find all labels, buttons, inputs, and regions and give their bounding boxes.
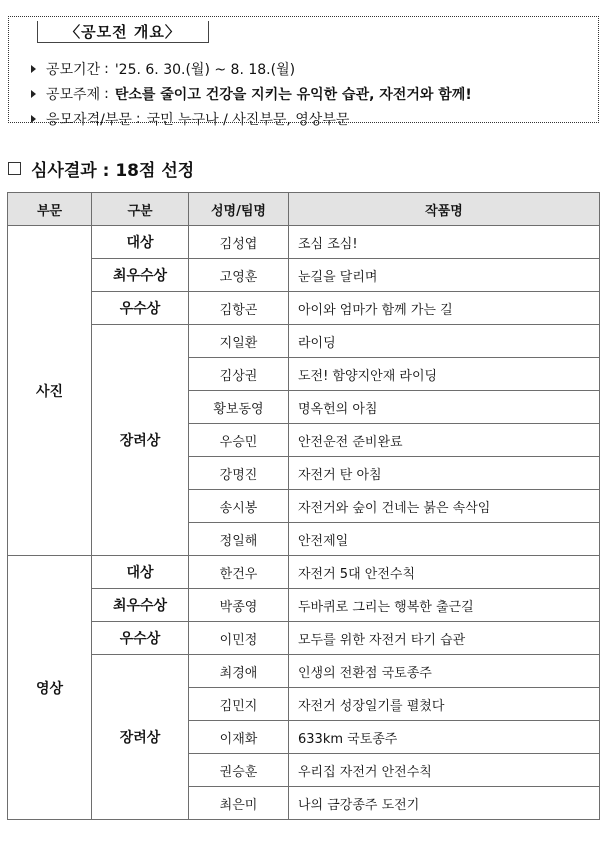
work-cell: 자전거 성장일기를 펼쳤다 xyxy=(289,688,600,721)
work-cell: 나의 금강종주 도전기 xyxy=(289,787,600,820)
overview-value: '25. 6. 30.(월) ~ 8. 18.(월) xyxy=(114,61,296,78)
overview-separator: : xyxy=(135,110,141,127)
overview-value: 탄소를 줄이고 건강을 지키는 유익한 습관, 자전거와 함께! xyxy=(114,86,472,103)
award-cell: 우수상 xyxy=(92,622,189,655)
work-cell: 아이와 엄마가 함께 가는 길 xyxy=(289,292,600,325)
triangle-bullet-icon xyxy=(31,65,36,73)
table-row xyxy=(8,622,600,655)
overview-value: 국민 누구나 / 사진부문, 영상부문 xyxy=(146,111,350,128)
table-row xyxy=(8,556,600,589)
checkbox-icon xyxy=(8,162,21,175)
award-cell: 대상 xyxy=(92,226,189,259)
overview-title: 〈공모전 개요〉 xyxy=(37,21,209,43)
work-cell: 자전거 탄 아침 xyxy=(289,457,600,490)
name-cell: 한건우 xyxy=(189,556,289,589)
name-cell: 최은미 xyxy=(189,787,289,820)
dept-cell-video: 영상 xyxy=(8,556,92,820)
name-cell: 황보동영 xyxy=(189,391,289,424)
overview-item-eligibility xyxy=(31,106,472,131)
work-cell: 도전! 함양지안재 라이딩 xyxy=(289,358,600,391)
name-cell: 정일해 xyxy=(189,523,289,556)
name-cell: 김성엽 xyxy=(189,226,289,259)
work-cell: 안전제일 xyxy=(289,523,600,556)
table-row xyxy=(8,325,600,358)
name-cell: 이민정 xyxy=(189,622,289,655)
work-cell: 우리집 자전거 안전수칙 xyxy=(289,754,600,787)
overview-label: 공모기간 xyxy=(46,61,101,78)
overview-label: 응모자격/부문 xyxy=(46,111,132,128)
name-cell: 권승훈 xyxy=(189,754,289,787)
name-cell: 최경애 xyxy=(189,655,289,688)
name-cell: 송시봉 xyxy=(189,490,289,523)
award-cell: 최우수상 xyxy=(92,259,189,292)
triangle-bullet-icon xyxy=(31,115,36,123)
work-cell: 자전거 5대 안전수칙 xyxy=(289,556,600,589)
award-cell: 우수상 xyxy=(92,292,189,325)
work-cell: 안전운전 준비완료 xyxy=(289,424,600,457)
name-cell: 박종영 xyxy=(189,589,289,622)
award-cell: 최우수상 xyxy=(92,589,189,622)
name-cell: 김항곤 xyxy=(189,292,289,325)
work-cell: 자전거와 숲이 건네는 붉은 속삭임 xyxy=(289,490,600,523)
triangle-bullet-icon xyxy=(31,90,36,98)
overview-separator: : xyxy=(104,60,109,77)
overview-list xyxy=(31,56,472,131)
table-row xyxy=(8,226,600,259)
section-heading xyxy=(8,155,194,181)
name-cell: 김상권 xyxy=(189,358,289,391)
name-cell: 강명진 xyxy=(189,457,289,490)
header-dept: 부문 xyxy=(8,193,92,226)
dept-cell-photo: 사진 xyxy=(8,226,92,556)
work-cell: 인생의 전환점 국토종주 xyxy=(289,655,600,688)
overview-item-period xyxy=(31,56,472,81)
overview-item-theme xyxy=(31,81,472,106)
name-cell: 우승민 xyxy=(189,424,289,457)
name-cell: 김민지 xyxy=(189,688,289,721)
work-cell: 두바퀴로 그리는 행복한 출근길 xyxy=(289,589,600,622)
name-cell: 이재화 xyxy=(189,721,289,754)
overview-label: 공모주제 xyxy=(46,86,101,103)
table-row xyxy=(8,259,600,292)
results-table xyxy=(7,192,600,820)
award-cell: 장려상 xyxy=(92,655,189,820)
work-cell: 633km 국토종주 xyxy=(289,721,600,754)
work-cell: 라이딩 xyxy=(289,325,600,358)
table-row xyxy=(8,655,600,688)
overview-box xyxy=(8,16,599,128)
header-name: 성명/팀명 xyxy=(189,193,289,226)
table-header-row xyxy=(8,193,600,226)
work-cell: 눈길을 달리며 xyxy=(289,259,600,292)
work-cell: 명옥헌의 아침 xyxy=(289,391,600,424)
award-cell: 장려상 xyxy=(92,325,189,556)
section-title: 심사결과 : 18점 선정 xyxy=(31,160,195,181)
name-cell: 지일환 xyxy=(189,325,289,358)
name-cell: 고영훈 xyxy=(189,259,289,292)
table-row xyxy=(8,589,600,622)
work-cell: 모두를 위한 자전거 타기 습관 xyxy=(289,622,600,655)
work-cell: 조심 조심! xyxy=(289,226,600,259)
overview-separator: : xyxy=(104,85,109,102)
table-row xyxy=(8,292,600,325)
header-award: 구분 xyxy=(92,193,189,226)
award-cell: 대상 xyxy=(92,556,189,589)
header-work: 작품명 xyxy=(289,193,600,226)
